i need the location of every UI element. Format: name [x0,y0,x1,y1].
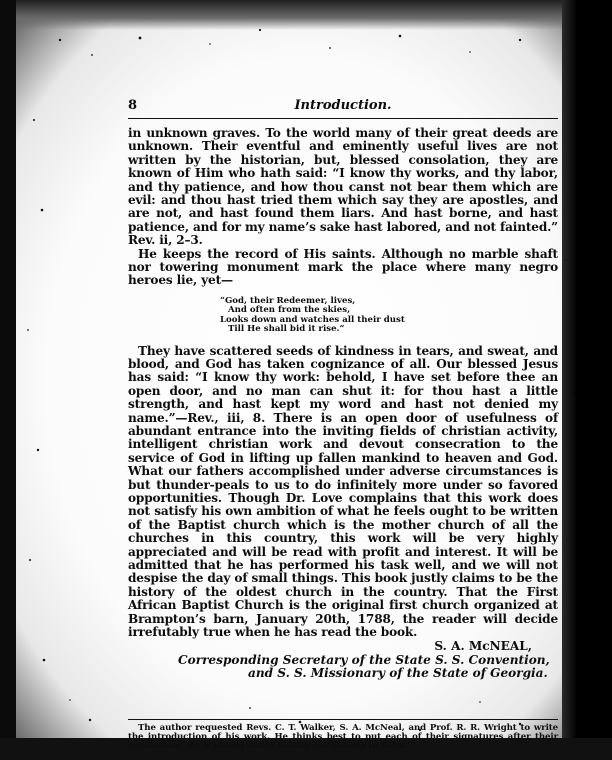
verse-line: And often from the skies, [228,305,351,316]
signatory-title: and S. S. Missionary of the State of Georgia. [248,666,548,681]
signature-block [128,640,558,680]
running-head-title: Introduction. [294,98,392,113]
page-number: 8 [128,98,138,113]
verse-line: Looks down and watches all their dust [220,314,405,325]
footnote: The author requested Revs. C. T. Walker, S. A. McNeal, and Prof. R. R. Wright to write the introduction of his work. He thinks best to put each of their signatures after their production. He is placed under lasting obligations to them. [128,722,558,752]
paragraph: He keeps the record of His saints. Although no marble shaft nor towering monument mark the place where many negro heroes lie, yet— [128,246,558,288]
signatory-name: S. A. McNEAL, [434,639,532,654]
verse-quote [220,297,558,335]
verse-line: Till He shall bid it rise.” [228,324,345,335]
paragraph: in unknown graves. To the world many of their great deeds are unknown. Their eventful and eminently useful lives are not written by the historian, but, blessed consolation, they are known of Him who hath said: “I know thy works, and thy labor, and thy patience, and how thou canst not bear them which are evil: and thou hast tried them which say they are apostles, and are not, and hast found them liars. And hast borne, and hast patience, and for my name’s sake hast labored, and not fainted.” Rev. ii, 2–3. [128,126,558,248]
paragraph: They have scattered seeds of kindness in tears, and sweat, and blood, and God has taken cognizance of all. Our blessed Jesus has said: “I know thy work: behold, I have set before thee an open door, and no man can shut it: for thou hast a little strength, and hast kept my word and hast not denied my name.”—Rev., iii, 8. There is an open door of usefulness of abundant entrance into the inviting fields of christian activity, intelligent christian work and devout consecration to the service of God in lifting up fallen mankind to heaven and God. What our fathers accomplished under adverse circumstances is but thunder-peals to us to do infinitely more under so favored opportunities. Though Dr. Love complains that this work does not satisfy his own ambition of what he feels ought to be written of the Baptist church which is the mother church of all the churches in this country, this work will be very highly appreciated and will be read with profit and interest. It will be admitted that he has performed his task well, and we will not despise the day of small things. This book justly claims to be the history of the oldest church in the country. That the First African Baptist Church is the original first church organized at Brampton’s barn, January 20th, 1788, the reader will decide irrefutably true when he has read the book. [128,343,558,640]
book-page [128,98,558,751]
footnote-divider [128,719,558,720]
signatory-title: Corresponding Secretary of the State S. S. Convention, [178,652,550,667]
verse-line: “God, their Redeemer, lives, [220,295,356,306]
running-head [128,98,558,119]
